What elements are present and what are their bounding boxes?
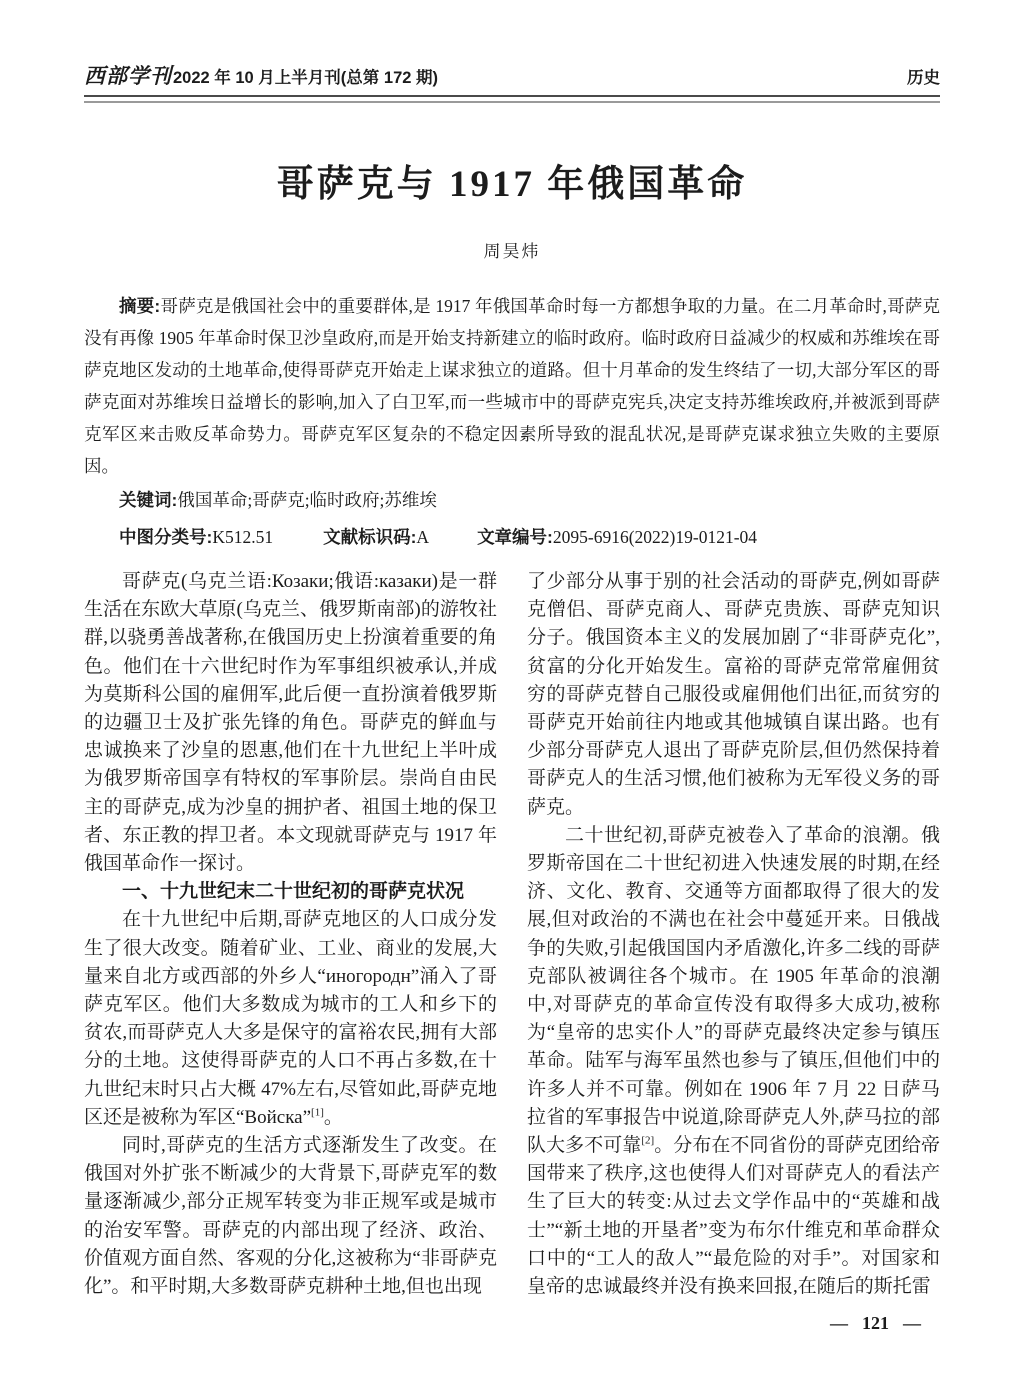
clc-label: 中图分类号: (119, 527, 213, 547)
abstract (84, 290, 940, 482)
paragraph-text: 了少部分从事于别的社会活动的哥萨克,例如哥萨克僧侣、哥萨克商人、哥萨克贵族、哥萨克知识分子。俄国资本主义的发展加剧了“非哥萨克化”,贫富的分化开始发生。富裕的哥萨克常常雇佣贫穷的哥萨克替自己服役或雇佣他们出征,而贫穷的哥萨克开始前往内地或其他城镇自谋出路。也有少部分哥萨克人退出了哥萨克阶层,但仍然保持着哥萨克人的生活习惯,他们被称为无军役义务的哥萨克。 (527, 571, 940, 818)
journal-logo: 西部学刊 (84, 63, 172, 88)
journal-issue (84, 64, 438, 90)
clc-value: K512.51 (212, 527, 274, 547)
article-id-value: 2095-6916(2022)19-0121-04 (552, 527, 758, 547)
header-divider (84, 95, 940, 103)
keywords-label: 关键词: (119, 490, 178, 510)
body-column-right (527, 568, 940, 1301)
page-number: 121 (862, 1313, 889, 1333)
section-heading (84, 878, 497, 906)
body-paragraph (527, 822, 940, 1301)
paragraph-text: 在十九世纪中后期,哥萨克地区的人口成分发生了很大改变。随着矿业、工业、商业的发展,大量来自北方或西部的外乡人“иногородн”涌入了哥萨克军区。他们大多数成为城市的工人和乡下的贫农,而哥萨克人大多是保守的富裕农民,拥有大部分的土地。这使得哥萨克的人口不再占多数,在十九世纪末时只占大概 47%左右,尽管如此,哥萨克地区还是被称为军区“Войска” (84, 909, 497, 1128)
paragraph-text: 二十世纪初,哥萨克被卷入了革命的浪潮。俄罗斯帝国在二十世纪初进入快速发展的时期,在经济、文化、教育、交通等方面都取得了很大的发展,但对政治的不满也在社会中蔓延开来。日俄战争的失败,引起俄国国内矛盾激化,许多二线的哥萨克部队被调往各个城市。在 1905 年革命的浪潮中,对哥萨克的革命宣传没有取得多大成功,被称为“皇帝的忠实仆人”的哥萨克最终决定参与镇压革命。陆军与海军虽然也参与了镇压,但他们中的许多人并不可靠。例如在 1906 年 7 月 22 日萨马拉省的军事报告中说道,除哥萨克人外,萨马拉的部队大多不可靠 (527, 824, 940, 1157)
body-paragraph (84, 906, 497, 1132)
body-paragraph (84, 568, 497, 878)
keywords (84, 482, 940, 519)
abstract-text: 哥萨克是俄国社会中的重要群体,是 1917 年俄国革命时每一方都想争取的力量。在二月革命时,哥萨克没有再像 1905 年革命时保卫沙皇政府,而是开始支持新建立的临时政府。临时政府日益减少的权威和苏维埃在哥萨克地区发动的土地革命,使得哥萨克开始走上谋求独立的道路。但十月革命的发生终结了一切,大部分军区的哥萨克面对苏维埃日益增长的影响,加入了白卫军,而一些城市中的哥萨克宪兵,决定支持苏维埃政府,并被派到哥萨克军区来击败反革命势力。哥萨克军区复杂的不稳定因素所导致的混乱状况,是哥萨克谋求独立失败的主要原因。 (84, 296, 941, 476)
article-title: 哥萨克与 1917 年俄国革命 (276, 164, 748, 205)
body-paragraph (527, 568, 940, 822)
body-column-left (84, 568, 497, 1301)
issue-info: 2022 年 10 月上半月刊(总第 172 期) (173, 69, 438, 87)
citation-ref: [2] (641, 1134, 655, 1147)
author-name: 周昊炜 (483, 242, 541, 261)
body-paragraph (84, 1132, 497, 1301)
page-footer (823, 1313, 928, 1334)
clc-number (119, 527, 273, 547)
paragraph-text: 。 (323, 1106, 343, 1128)
abstract-label: 摘要: (119, 296, 161, 316)
paragraph-text: 。分布在不同省份的哥萨克团给帝国带来了秩序,这也使得人们对哥萨克人的看法产生了巨大的转变:从过去文学作品中的“英雄和战士”“新土地的开垦者”变为布尔什维克和革命群众口中的“工人的敌人”“最危险的对手”。对国家和皇帝的忠诚最终并没有换来回报,在随后的斯托雷 (527, 1135, 940, 1298)
footer-dash-right: — (903, 1313, 921, 1333)
paragraph-text: 一、十九世纪末二十世纪初的哥萨克状况 (122, 881, 465, 903)
citation-ref: [1] (311, 1106, 324, 1119)
article-id-label: 文章编号: (477, 527, 553, 547)
article-meta (84, 519, 940, 556)
document-code-label: 文献标识码: (323, 527, 417, 547)
section-label: 历史 (907, 69, 940, 87)
body-columns (84, 568, 940, 1301)
paragraph-text: 同时,哥萨克的生活方式逐渐发生了改变。在俄国对外扩张不断减少的大背景下,哥萨克军的数量逐渐减少,部分正规军转变为非正规军或是城市的治安军警。哥萨克的内部出现了经济、政治、价值观方面自然、客观的分化,这被称为“非哥萨克化”。和平时期,大多数哥萨克耕种土地,但也出现 (84, 1135, 497, 1298)
footer-dash-left: — (830, 1313, 848, 1333)
document-code (323, 527, 429, 547)
paragraph-text: 哥萨克(乌克兰语:Козаки;俄语:казаки)是一群生活在东欧大草原(乌克兰、俄罗斯南部)的游牧社群,以骁勇善战著称,在俄国历史上扮演着重要的角色。他们在十六世纪时作为军事组织被承认,并成为莫斯科公国的雇佣军,此后便一直扮演着俄罗斯的边疆卫士及扩张先锋的角色。哥萨克的鲜血与忠诚换来了沙皇的恩惠,他们在十九世纪上半叶成为俄罗斯帝国享有特权的军事阶层。崇尚自由民主的哥萨克,成为沙皇的拥护者、祖国土地的保卫者、东正教的捍卫者。本文现就哥萨克与 1917 年俄国革命作一探讨。 (84, 571, 497, 875)
journal-header (84, 64, 940, 90)
document-code-value: A (416, 527, 430, 547)
article-id (477, 527, 757, 547)
keywords-text: 俄国革命;哥萨克;临时政府;苏维埃 (177, 490, 437, 510)
